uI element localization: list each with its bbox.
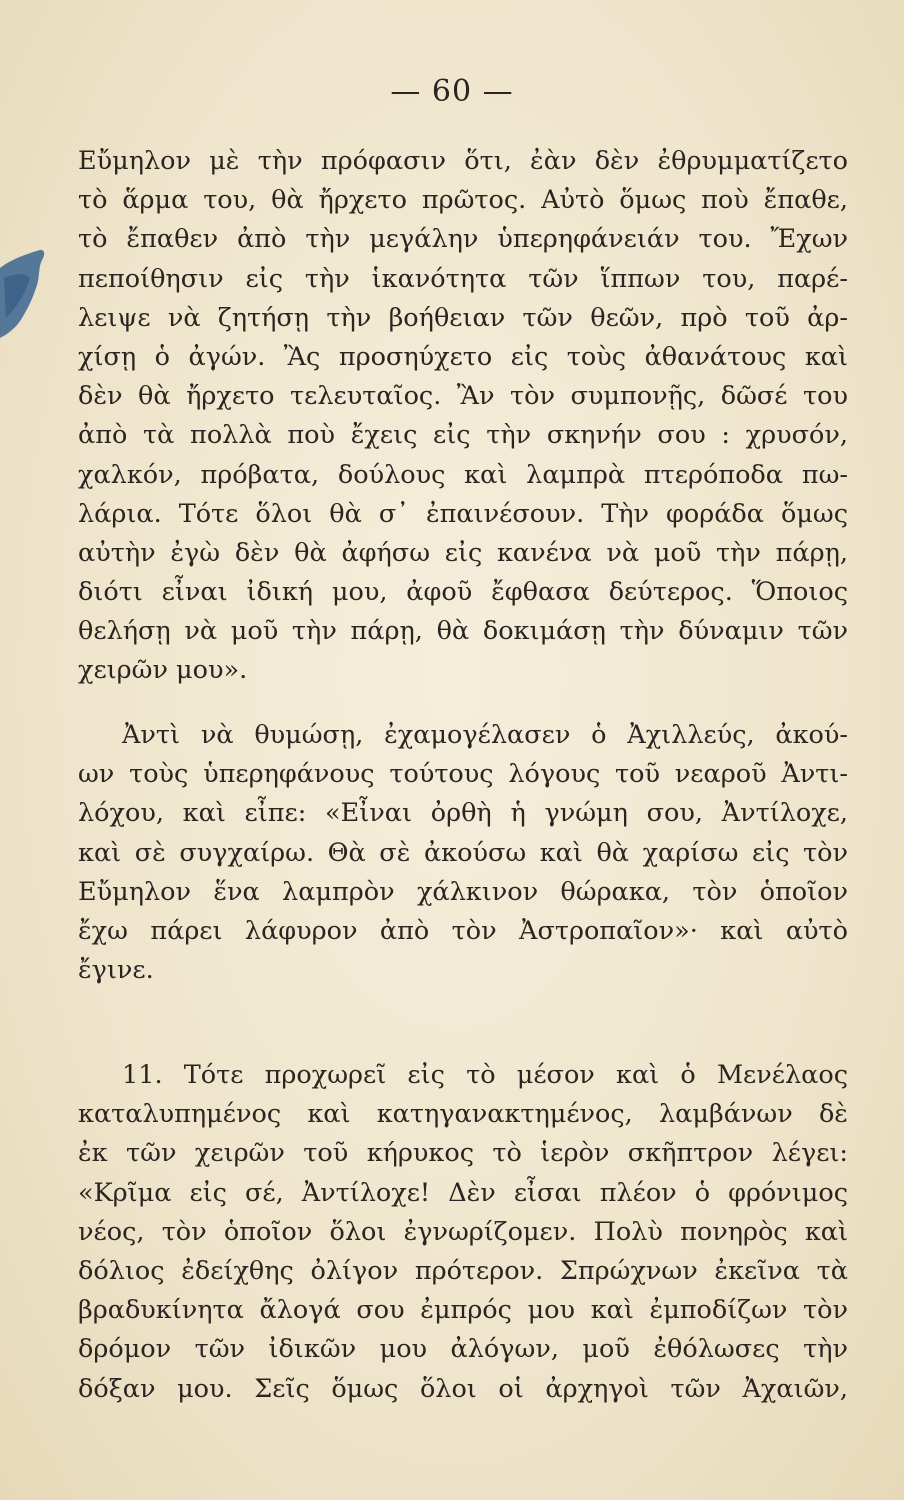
text-line: τὸ ἅρμα του, θὰ ἤρχετο πρῶτος. Αὐτὸ ὅμως ποὺ ἔπαθε, [78,185,848,216]
text-line: δόξαν μου. Σεῖς ὅμως ὅλοι οἱ ἀρχηγοὶ τῶν Ἀχαιῶν, [78,1373,848,1404]
text-line: χειρῶν μου». [78,655,248,686]
text-line: ἀπὸ τὰ πολλὰ ποὺ ἔχεις εἰς τὴν σκηνήν σου : χρυσόν, [78,420,848,451]
text-line: νέος, τὸν ὁποῖον ὅλοι ἐγνωρίζομεν. Πολὺ πονηρὸς καὶ [78,1216,848,1247]
text-line: βραδυκίνητα ἄλογά σου ἐμπρός μου καὶ ἐμποδίζων τὸν [78,1295,848,1326]
text-line: ἔγινε. [78,955,154,986]
text-line: λειψε νὰ ζητήσῃ τὴν βοήθειαν τῶν θεῶν, πρὸ τοῦ ἀρ- [78,302,848,333]
text-line: διότι εἶναι ἰδική μου, ἀφοῦ ἔφθασα δεύτερος. Ὅποιος [78,577,848,608]
ink-stain [0,248,48,340]
text-line: ἔχω πάρει λάφυρον ἀπὸ τὸν Ἀστροπαῖον»· καὶ αὐτὸ [78,915,848,946]
text-line: καὶ σὲ συγχαίρω. Θὰ σὲ ἀκούσω καὶ θὰ χαρίσω εἰς τὸν [78,837,848,868]
paragraph-1 [78,142,848,691]
text-line: λόχου, καὶ εἶπε: «Εἶναι ὀρθὴ ἡ γνώμη σου, Ἀντίλοχε, [78,798,848,829]
text-line: δόλιος ἐδείχθης ὀλίγον πρότερον. Σπρώχνων ἐκεῖνα τὰ [78,1255,848,1286]
text-line: πεποίθησιν εἰς τὴν ἱκανότητα τῶν ἵππων του, παρέ- [78,263,848,294]
text-line: Εὔμηλον μὲ τὴν πρόφασιν ὅτι, ἐὰν δὲν ἐθρυμματίζετο [78,146,848,176]
text-line: δρόμον τῶν ἰδικῶν μου ἀλόγων, μοῦ ἐθόλωσες τὴν [78,1334,848,1365]
text-line: δὲν θὰ ἤρχετο τελευταῖος. Ἂν τὸν συμπονῇς, δῶσέ του [78,381,848,412]
text-line: καταλυπημένος καὶ κατηγανακτημένος, λαμβάνων δὲ [78,1099,848,1130]
text-line: 11. Τότε προχωρεῖ εἰς τὸ μέσον καὶ ὁ Μενέλαος [122,1060,848,1090]
text-line: λάρια. Τότε ὅλοι θὰ σ᾽ ἐπαινέσουν. Τὴν φοράδα ὅμως [78,498,848,529]
page-number: — 60 — [390,74,514,109]
text-line: «Κρῖμα εἰς σέ, Ἀντίλοχε! Δὲν εἶσαι πλέον ὁ φρόνιμος [78,1177,848,1208]
text-line: θελήσῃ νὰ μοῦ τὴν πάρῃ, θὰ δοκιμάσῃ τὴν δύναμιν τῶν [78,616,848,647]
text-line: Εὔμηλον ἕνα λαμπρὸν χάλκινον θώρακα, τὸν ὁποῖον [78,876,848,907]
text-line: ἐκ τῶν χειρῶν τοῦ κήρυκος τὸ ἱερὸν σκῆπτρον λέγει: [78,1138,848,1169]
text-line: Ἀντὶ νὰ θυμώσῃ, ἐχαμογέλασεν ὁ Ἀχιλλεύς, ἀκού- [122,720,848,750]
text-line: χίσῃ ὁ ἀγών. Ἂς προσηύχετο εἰς τοὺς ἀθανάτους καὶ [78,341,848,372]
text-line: αὐτὴν ἐγὼ δὲν θὰ ἀφήσω εἰς κανένα νὰ μοῦ τὴν πάρῃ, [78,537,848,568]
text-line: χαλκόν, πρόβατα, δούλους καὶ λαμπρὰ πτερόποδα πω- [78,459,848,490]
text-line: ων τοὺς ὑπερηφάνους τούτους λόγους τοῦ νεαροῦ Ἀντι- [78,759,848,790]
paragraph-2 [78,716,848,990]
paragraph-3 [78,1056,848,1409]
text-line: τὸ ἔπαθεν ἀπὸ τὴν μεγάλην ὑπερηφάνειάν του. Ἔχων [78,224,848,255]
